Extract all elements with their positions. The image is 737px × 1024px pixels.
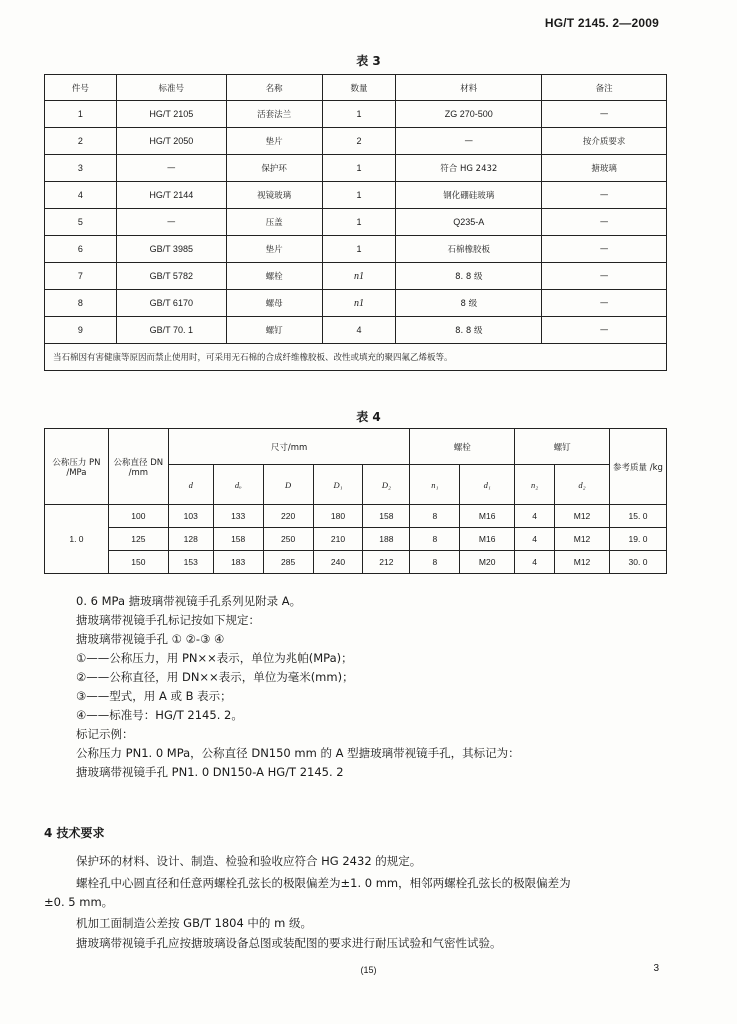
table-cell: M12 — [555, 551, 610, 574]
table-row — [45, 209, 667, 236]
table-cell: n1 — [322, 290, 396, 317]
table4-header-dims: 尺寸/mm — [168, 429, 410, 465]
table-cell: HG/T 2144 — [116, 182, 226, 209]
table-row — [45, 128, 667, 155]
table-cell: 符合 HG 2432 — [396, 155, 542, 182]
table-cell: 2 — [322, 128, 396, 155]
table-cell: 158 — [213, 528, 263, 551]
table4-subheader-cell: d₂ — [555, 465, 610, 505]
table4-subheader-cell: n₂ — [515, 465, 555, 505]
paragraph: 搪玻璃带视镜手孔标记按如下规定： — [76, 613, 260, 627]
table3-header-row — [45, 75, 667, 101]
table-cell: 128 — [168, 528, 213, 551]
table-cell: 螺栓 — [226, 263, 322, 290]
table-cell: M20 — [460, 551, 515, 574]
table-row — [45, 551, 667, 574]
table4-subheader-cell: n₁ — [410, 465, 460, 505]
table-cell: 4 — [515, 551, 555, 574]
table-cell: 212 — [363, 551, 410, 574]
table-cell: — — [542, 290, 667, 317]
table-cell: n1 — [322, 263, 396, 290]
table-cell: 250 — [263, 528, 313, 551]
table-cell: 垫片 — [226, 128, 322, 155]
table4-header-pn: 公称压力 PN /MPa — [45, 429, 109, 505]
paragraph: 螺栓孔中心圆直径和任意两螺栓孔弦长的极限偏差为±1. 0 mm，相邻两螺栓孔弦长的极限偏差为 — [76, 876, 571, 890]
table-cell: 2 — [45, 128, 117, 155]
table-cell: 220 — [263, 505, 313, 528]
table3 — [44, 74, 667, 371]
table-row — [45, 236, 667, 263]
table-cell: 8 级 — [396, 290, 542, 317]
table-cell: 7 — [45, 263, 117, 290]
table-cell: 螺母 — [226, 290, 322, 317]
table-cell: GB/T 3985 — [116, 236, 226, 263]
table-cell: — — [116, 155, 226, 182]
table-cell: Q235-A — [396, 209, 542, 236]
paragraph: 0. 6 MPa 搪玻璃带视镜手孔系列见附录 A。 — [76, 594, 302, 608]
table-cell: 视镜玻璃 — [226, 182, 322, 209]
table-cell: 搪玻璃 — [542, 155, 667, 182]
table-cell: 4 — [515, 505, 555, 528]
table-cell: 133 — [213, 505, 263, 528]
table-cell: — — [542, 101, 667, 128]
table-cell: 125 — [108, 528, 168, 551]
table-row — [45, 505, 667, 528]
table-cell: 8. 8 级 — [396, 263, 542, 290]
table3-header-cell: 数量 — [322, 75, 396, 101]
table3-header-cell: 材料 — [396, 75, 542, 101]
table3-note-row — [45, 344, 667, 371]
table4-subheader-cell: D₂ — [363, 465, 410, 505]
table-row — [45, 182, 667, 209]
table4-pn-value: 1. 0 — [45, 505, 109, 574]
page-number: 3 — [653, 963, 659, 974]
table-cell: 6 — [45, 236, 117, 263]
table-cell: M12 — [555, 505, 610, 528]
table-row — [45, 317, 667, 344]
table4-header-row — [45, 429, 667, 465]
table-cell: 240 — [313, 551, 363, 574]
table-cell: 30. 0 — [609, 551, 666, 574]
table-cell: M12 — [555, 528, 610, 551]
paragraph: ③——型式，用 A 或 B 表示； — [76, 689, 232, 703]
table-cell: 8 — [410, 551, 460, 574]
table-cell: 按介质要求 — [542, 128, 667, 155]
table3-header-cell: 件号 — [45, 75, 117, 101]
table3-caption: 表 3 — [356, 54, 381, 68]
footer-center-number: (15) — [360, 965, 377, 975]
section-heading: 4 技术要求 — [44, 826, 105, 840]
table-cell: 8 — [410, 505, 460, 528]
paragraph: ④——标准号：HG/T 2145. 2。 — [76, 708, 243, 722]
table4-caption: 表 4 — [356, 410, 381, 424]
table4-subheader-cell: D — [263, 465, 313, 505]
table3-note: 当石棉因有害健康等原因而禁止使用时，可采用无石棉的合成纤维橡胶板、改性或填充的聚四氟乙烯板等。 — [45, 344, 667, 371]
paragraph: 公称压力 PN1. 0 MPa，公称直径 DN150 mm 的 A 型搪玻璃带视镜手孔，其标记为： — [76, 746, 520, 760]
table4-subheader-cell: d₁ — [460, 465, 515, 505]
table3-header-cell: 标准号 — [116, 75, 226, 101]
table4-header-dn: 公称直径 DN /mm — [108, 429, 168, 505]
table-cell: 3 — [45, 155, 117, 182]
table4-header-screw: 螺钉 — [515, 429, 610, 465]
table-cell: 4 — [515, 528, 555, 551]
table-cell: 210 — [313, 528, 363, 551]
table-cell: 钢化硼硅玻璃 — [396, 182, 542, 209]
table-cell: 158 — [363, 505, 410, 528]
table4-subheader-cell: D₁ — [313, 465, 363, 505]
paragraph: ±0. 5 mm。 — [44, 895, 114, 909]
table-cell: 4 — [45, 182, 117, 209]
table-cell: 8 — [45, 290, 117, 317]
table3-header-cell: 备注 — [542, 75, 667, 101]
table4-header-mass: 参考质量 /kg — [609, 429, 666, 505]
table-cell: M16 — [460, 528, 515, 551]
paragraph: 搪玻璃带视镜手孔应按搪玻璃设备总图或装配图的要求进行耐压试验和气密性试验。 — [76, 936, 502, 950]
table-cell: 8. 8 级 — [396, 317, 542, 344]
table3-header-cell: 名称 — [226, 75, 322, 101]
marking-rules — [76, 592, 676, 782]
table-cell: — — [396, 128, 542, 155]
paragraph: ①——公称压力，用 PN××表示，单位为兆帕(MPa)； — [76, 651, 353, 665]
table-row — [45, 263, 667, 290]
table4-subheader-cell: d — [168, 465, 213, 505]
table-cell: 1 — [322, 209, 396, 236]
table-cell: 1 — [322, 236, 396, 263]
table-cell: 1 — [322, 182, 396, 209]
table-cell: HG/T 2105 — [116, 101, 226, 128]
table-cell: 285 — [263, 551, 313, 574]
table-cell: 9 — [45, 317, 117, 344]
paragraph: 搪玻璃带视镜手孔 ① ②-③ ④ — [76, 632, 225, 646]
table-cell: 1 — [322, 155, 396, 182]
table-row — [45, 101, 667, 128]
table-cell: — — [542, 182, 667, 209]
table-cell: 188 — [363, 528, 410, 551]
table-cell: 150 — [108, 551, 168, 574]
paragraph: ②——公称直径，用 DN××表示，单位为毫米(mm)； — [76, 670, 354, 684]
table-cell: — — [116, 209, 226, 236]
table-row — [45, 155, 667, 182]
paragraph: 保护环的材料、设计、制造、检验和验收应符合 HG 2432 的规定。 — [76, 854, 422, 868]
table-cell: 103 — [168, 505, 213, 528]
table-cell: GB/T 5782 — [116, 263, 226, 290]
table-cell: 1 — [322, 101, 396, 128]
standard-number-header: HG/T 2145. 2—2009 — [544, 16, 659, 30]
table-cell: — — [542, 236, 667, 263]
table-cell: HG/T 2050 — [116, 128, 226, 155]
table-cell: 活套法兰 — [226, 101, 322, 128]
table-cell: 19. 0 — [609, 528, 666, 551]
table-row — [45, 528, 667, 551]
table-cell: 180 — [313, 505, 363, 528]
table-cell: 垫片 — [226, 236, 322, 263]
table-cell: GB/T 6170 — [116, 290, 226, 317]
paragraph: 搪玻璃带视镜手孔 PN1. 0 DN150-A HG/T 2145. 2 — [76, 765, 344, 779]
table-cell: 15. 0 — [609, 505, 666, 528]
table-cell: 螺钉 — [226, 317, 322, 344]
table-cell: — — [542, 209, 667, 236]
table-cell: 153 — [168, 551, 213, 574]
table-cell: GB/T 70. 1 — [116, 317, 226, 344]
table-cell: 4 — [322, 317, 396, 344]
table-cell: — — [542, 317, 667, 344]
table-cell: 8 — [410, 528, 460, 551]
table-cell: 100 — [108, 505, 168, 528]
table-cell: ZG 270-500 — [396, 101, 542, 128]
paragraph: 机加工面制造公差按 GB/T 1804 中的 m 级。 — [76, 916, 312, 930]
table-cell: 183 — [213, 551, 263, 574]
paragraph: 标记示例： — [76, 727, 134, 741]
table-cell: M16 — [460, 505, 515, 528]
table-row — [45, 290, 667, 317]
table-cell: 1 — [45, 101, 117, 128]
table4-header-bolt: 螺栓 — [410, 429, 515, 465]
table-cell: 5 — [45, 209, 117, 236]
table-cell: 石棉橡胶板 — [396, 236, 542, 263]
table-cell: 压盖 — [226, 209, 322, 236]
table4-subheader-cell: dₒ — [213, 465, 263, 505]
table-cell: — — [542, 263, 667, 290]
table-cell: 保护环 — [226, 155, 322, 182]
table4 — [44, 428, 667, 574]
